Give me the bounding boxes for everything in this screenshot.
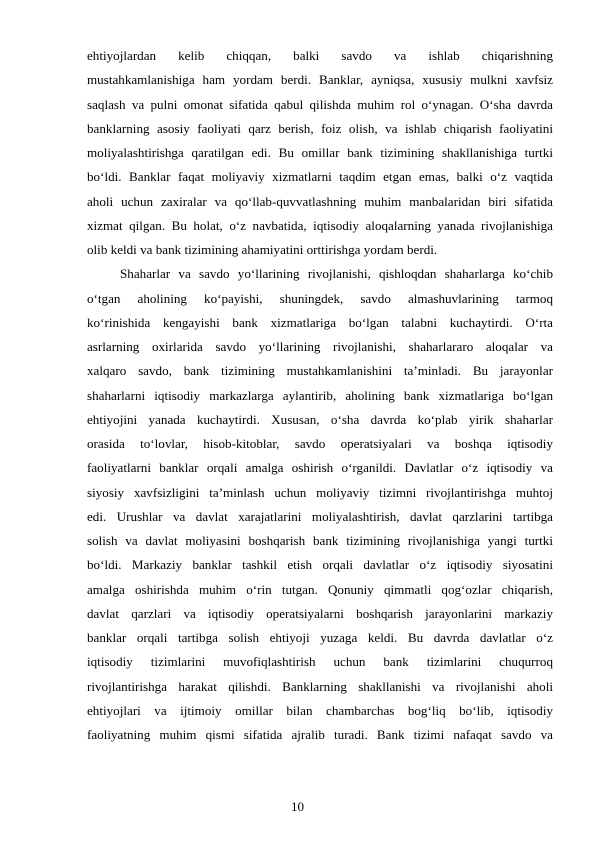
page-number: 10	[290, 799, 305, 814]
text-line: bo‘ldi. Banklar faqat moliyaviy xizmatlarni taqdim etgan emas, balki o‘z vaqtida	[87, 169, 553, 185]
text-line: bo‘ldi. Markaziy banklar tashkil etish orqali davlatlar o‘z iqtisodiy siyosatini	[87, 557, 553, 573]
text-line: aholi uchun zaxiralar va qo‘llab-quvvatlashning muhim manbalaridan biri sifatida	[87, 193, 553, 209]
document-page	[87, 44, 553, 747]
text-line: siyosiy xavfsizligini ta’minlash uchun moliyaviy tizimni rivojlantirishga muhtoj	[87, 484, 553, 500]
text-line: ehtiyojini yanada kuchaytirdi. Xususan, o‘sha davrda ko‘plab yirik shaharlar	[87, 411, 553, 427]
text-line: xizmat qilgan. Bu holat, o‘z navbatida, iqtisodiy aloqalarning yanada rivojlanishiga	[87, 217, 553, 233]
text-line: iqtisodiy tizimlarini muvofiqlashtirish uchun bank tizimlarini chuqurroq	[87, 654, 553, 670]
text-line: banklar orqali tartibga solish ehtiyoji yuzaga keldi. Bu davrda davlatlar o‘z	[87, 630, 553, 645]
text-line: mustahkamlanishiga ham yordam berdi. Banklar, ayniqsa, xususiy mulkni xavfsiz	[87, 72, 553, 88]
paragraph-2	[87, 262, 553, 747]
text-line: ehtiyojlari va ijtimoiy omillar bilan chambarchas bog‘liq bo‘lib, iqtisodiy	[87, 702, 553, 718]
text-line: o‘tgan aholining ko‘payishi, shuningdek, savdo almashuvlarining tarmoq	[87, 290, 553, 306]
text-line: rivojlantirishga harakat qilishdi. Banklarning shakllanishi va rivojlanishi aholi	[87, 678, 553, 694]
text-line: shaharlarni iqtisodiy markazlarga aylantirib, aholining bank xizmatlariga bo‘lgan	[87, 387, 553, 403]
text-line: ko‘rinishida kengayishi bank xizmatlariga bo‘lgan talabni kuchaytirdi. O‘rta	[87, 314, 553, 330]
text-line: solish va davlat moliyasini boshqarish bank tizimining rivojlanishiga yangi turtki	[87, 533, 553, 548]
text-line: banklarning asosiy faoliyati qarz berish, foiz olish, va ishlab chiqarish faoliyatini	[87, 120, 553, 136]
text-line: olib keldi va bank tizimining ahamiyatini orttirishga yordam berdi.	[87, 242, 438, 257]
text-line: saqlash va pulni omonat sifatida qabul qilishda muhim rol o‘ynagan. O‘sha davrda	[87, 96, 553, 112]
text-line: asrlarning oxirlarida savdo yo‘llarining rivojlanishi, shaharlararo aloqalar va	[87, 339, 553, 354]
text-line: moliyalashtirishga qaratilgan edi. Bu omillar bank tizimining shakllanishiga turtki	[87, 145, 553, 160]
text-line: edi. Urushlar va davlat xarajatlarini moliyalashtirish, davlat qarzlarini tartibga	[87, 508, 553, 524]
text-line: amalga oshirishda muhim o‘rin tutgan. Qonuniy qimmatli qog‘ozlar chiqarish,	[87, 581, 553, 597]
text-line: faoliyatning muhim qismi sifatida ajralib turadi. Bank tizimi nafaqat savdo va	[87, 727, 553, 742]
text-line: Shaharlar va savdo yo‘llarining rivojlanishi, qishloqdan shaharlarga ko‘chib	[120, 266, 553, 282]
text-line: orasida to‘lovlar, hisob-kitoblar, savdo operatsiyalari va boshqa iqtisodiy	[87, 436, 553, 451]
text-line: xalqaro savdo, bank tizimining mustahkamlanishini ta’minladi. Bu jarayonlar	[87, 363, 553, 379]
text-line: davlat qarzlari va iqtisodiy operatsiyalarni boshqarish jarayonlarini markaziy	[87, 605, 553, 621]
paragraph-1	[87, 44, 553, 262]
text-line: faoliyatlarni banklar orqali amalga oshirish o‘rganildi. Davlatlar o‘z iqtisodiy va	[87, 460, 553, 476]
text-line: ehtiyojlardan kelib chiqqan, balki savdo va ishlab chiqarishning	[87, 48, 553, 63]
